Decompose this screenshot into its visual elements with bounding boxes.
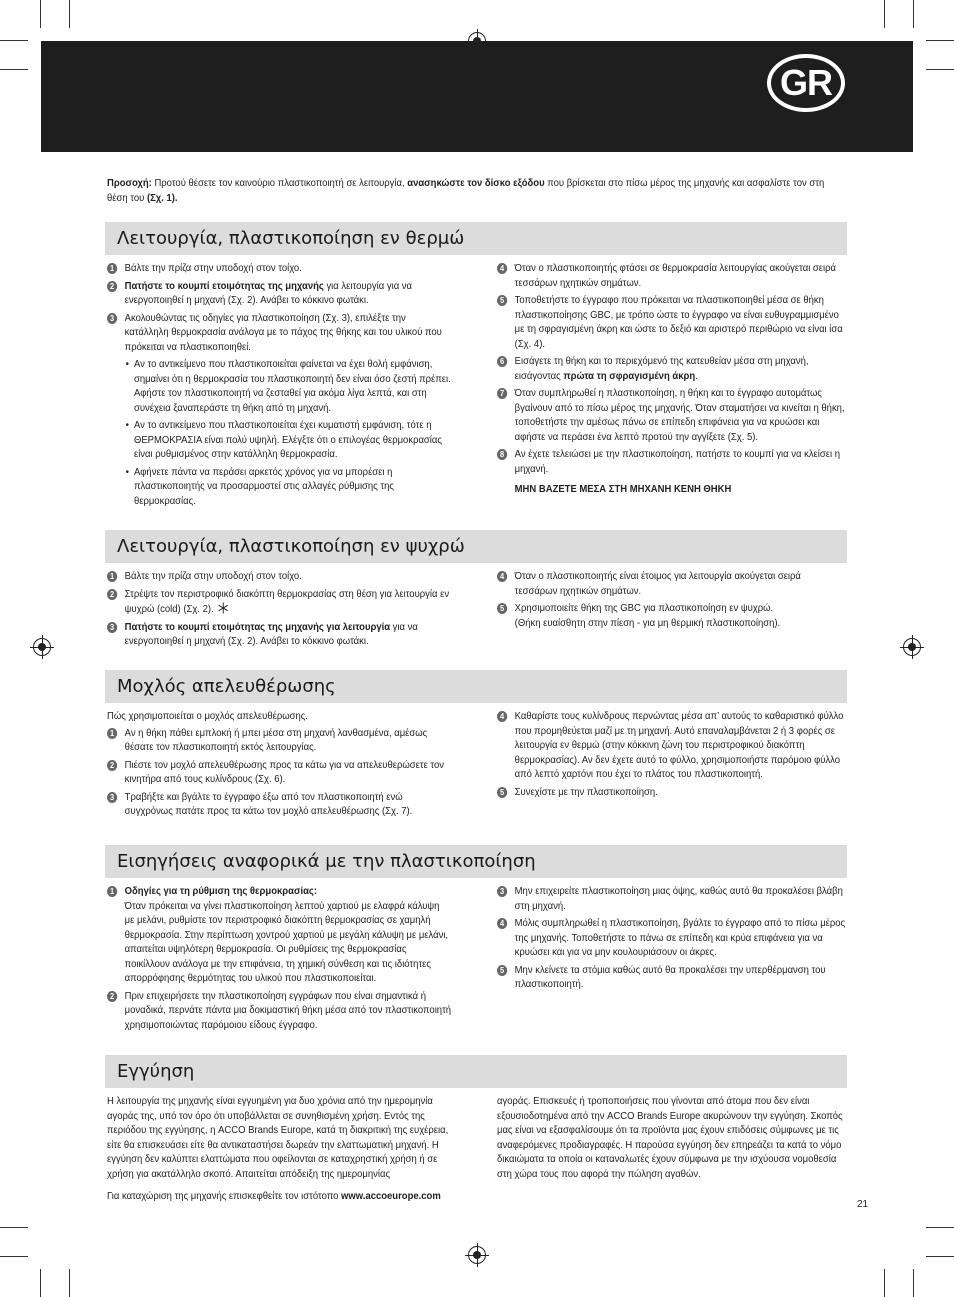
caution-text: που βρίσκεται στο πίσω μέρος της μηχανής και ασφαλίστε τον στη θέση του bbox=[107, 178, 825, 204]
warning-text bbox=[497, 483, 846, 498]
step-number-icon: 2 bbox=[107, 991, 117, 1002]
step-number-icon: 6 bbox=[497, 356, 507, 367]
registration-mark-icon bbox=[33, 638, 51, 656]
step-text: Συνεχίστε με την πλαστικοποίηση. bbox=[514, 786, 658, 798]
section-header-cold bbox=[105, 530, 847, 563]
step-number-icon: 3 bbox=[107, 622, 117, 633]
section-title: Λειτουργία, πλαστικοποίηση εν ψυχρώ bbox=[117, 536, 465, 557]
caution-text: Προτού θέσετε τον καινούριο πλαστικοποιητή σε λειτουργία, bbox=[151, 178, 408, 189]
crop-mark bbox=[0, 69, 28, 70]
crop-mark bbox=[926, 1256, 954, 1257]
step-number-icon: 2 bbox=[107, 589, 117, 600]
bullet-item: • Αν το αντικείμενο που πλαστικοποιείται φαίνεται να έχει θολή εμφάνιση, σημαίνει ότι η θερμοκρασία του πλαστικοποιητή δεν είναι όσο ζεστή πρέπει. Αφήστε τον πλαστικοποιητή να ζεσταθεί για ακόμα λίγα λεπτά, και στη συνέχεια ξαναπεράστε τη θήκη από τη μηχανή. bbox=[126, 358, 452, 416]
bullet-item: • Αφήνετε πάντα να περάσει αρκετός χρόνος για να μπορέσει η πλαστικοποιητής να προσαρμοστεί στις αλλαγές ρύθμισης της θερμοκρασίας. bbox=[126, 466, 452, 510]
step-text: Εισάγετε τη θήκη και το περιεχόμενό της κατευθείαν μέσα στη μηχανή, εισάγοντας bbox=[514, 356, 809, 382]
list-item bbox=[497, 786, 846, 801]
tips-right-column bbox=[497, 885, 846, 996]
list-item bbox=[497, 885, 846, 914]
release-intro: Πώς χρησιμοποιείται ο μοχλός απελευθέρωσης. bbox=[107, 711, 308, 722]
list-item bbox=[107, 791, 451, 820]
crop-mark bbox=[884, 1269, 885, 1297]
step-number-icon: 5 bbox=[497, 965, 507, 976]
step-text: Χρησιμοποιείτε θήκη της GBC για πλαστικοποίηση εν ψυχρώ. bbox=[514, 603, 774, 614]
crop-mark bbox=[69, 1269, 70, 1297]
crop-mark bbox=[913, 1269, 914, 1297]
section-title: Λειτουργία, πλαστικοποίηση εν θερμώ bbox=[117, 228, 465, 249]
list-item bbox=[497, 964, 846, 993]
section-header-hot bbox=[105, 222, 847, 255]
header-bar bbox=[41, 41, 913, 152]
list-item bbox=[107, 312, 451, 510]
registration-mark-icon bbox=[903, 638, 921, 656]
step-number-icon: 5 bbox=[497, 787, 507, 798]
step-number-icon: 2 bbox=[107, 281, 117, 292]
list-item bbox=[107, 759, 451, 788]
section-title: Εισηγήσεις αναφορικά με την πλαστικοποίηση bbox=[117, 851, 536, 872]
list-item bbox=[497, 355, 846, 384]
step-text: Βάλτε την πρίζα στην υποδοχή στον τοίχο. bbox=[124, 571, 302, 582]
step-number-icon: 3 bbox=[497, 886, 507, 897]
list-item bbox=[497, 262, 846, 291]
section-title: Μοχλός απελευθέρωσης bbox=[117, 676, 336, 697]
step-text: Όταν συμπληρωθεί η πλαστικοποίηση, η θήκη και το έγγραφο αυτομάτως βγαίνουν από το πίσω μέρος της μηχανής. Όταν σταματήσει να κινείται η θήκη, τοποθετήστε την αμέσως πάνω σε επίπεδη επιφάνεια για να κρυώσει και αφήστε να περάσει ένα λεπτό προτού την αγγίξετε (Σχ. 5). bbox=[514, 388, 845, 443]
step-text: Ακολουθώντας τις οδηγίες για πλαστικοποίηση (Σχ. 3), επιλέξτε την κατάλληλη θερμοκρασία ανάλογα με το πάχος της θήκης και του υλικού που πρόκειται να πλαστικοποιηθεί. bbox=[124, 312, 442, 353]
step-number-icon: 8 bbox=[497, 449, 507, 460]
list-item bbox=[497, 602, 846, 631]
step-bold: Πατήστε το κουμπί ετοιμότητας της μηχανής bbox=[124, 280, 324, 292]
registration-mark-icon bbox=[468, 1246, 486, 1264]
step-text: Πιέστε τον μοχλό απελευθέρωσης προς τα κάτω για να απελευθερώσετε τον κινητήρα από τους κυλίνδρους (Σχ. 6). bbox=[124, 759, 445, 785]
section-title: Εγγύηση bbox=[117, 1061, 195, 1082]
list-item bbox=[107, 280, 451, 309]
section-header-tips bbox=[105, 845, 847, 878]
step-text: Όταν ο πλαστικοποιητής είναι έτοιμος για λειτουργία ακούγεται σειρά τεσσάρων ηχητικών σημάτων. bbox=[514, 571, 801, 597]
step-text: Όταν πρόκειται να γίνει πλαστικοποίηση λεπτού χαρτιού με ελαφρά κάλυψη με μελάνι, ρυθμίστε τον περιστροφικό διακόπτη θερμοκρασίας σε χαμηλή θερμοκρασία. Στην περίπτωση χοντρού χαρτιού με μεγάλη κάλυψη με μελάνι, απαιτείται υψηλότερη θερμοκρασία. Οι ρυθμίσεις της θερμοκρασίας ποικίλλουν ανάλογα με την επιφάνεια, τη χημική σύνθεση και τις ιδιότητες απορρόφησης θερμότητας του υλικού που πλαστικοποιείται. bbox=[124, 900, 449, 984]
list-item bbox=[107, 885, 451, 987]
step-text: για λειτουργία για να ενεργοποιηθεί η μηχανή (Σχ. 2). Ανάβει το κόκκινο φωτάκι. bbox=[124, 280, 413, 306]
list-item bbox=[497, 570, 846, 599]
step-number-icon: 7 bbox=[497, 388, 507, 399]
list-item bbox=[107, 262, 451, 277]
registration-link[interactable]: www.accoeurope.com bbox=[341, 1191, 441, 1202]
step-text: Τραβήξτε και βγάλτε το έγγραφο έξω από τον πλαστικοποιητή ενώ συγχρόνως πατάτε προς τα κάτω τον μοχλό απελευθέρωσης (Σχ. 7). bbox=[124, 791, 413, 817]
list-item bbox=[497, 294, 846, 352]
section-header-release bbox=[105, 670, 847, 703]
list-item bbox=[107, 727, 451, 756]
step-number-icon: 5 bbox=[497, 295, 507, 306]
crop-mark bbox=[40, 0, 41, 28]
step-number-icon: 4 bbox=[497, 711, 507, 722]
step-number-icon: 4 bbox=[497, 918, 507, 929]
caution-bold: ανασηκώστε τον δίσκο εξόδου bbox=[407, 178, 545, 189]
step-text: Όταν ο πλαστικοποιητής φτάσει σε θερμοκρασία λειτουργίας ακούγεται σειρά τεσσάρων ηχητικών σημάτων. bbox=[514, 263, 836, 289]
snowflake-icon bbox=[217, 602, 228, 614]
step-text: Βάλτε την πρίζα στην υποδοχή στον τοίχο. bbox=[124, 263, 302, 274]
step-text: Μην κλείνετε τα στόμια καθώς αυτό θα προκαλέσει την υπερθέρμανση του πλαστικοποιητή. bbox=[514, 964, 826, 990]
registration-text: Για καταχώριση της μηχανής επισκεφθείτε τον ιστότοπο bbox=[107, 1191, 342, 1202]
list-item bbox=[497, 387, 846, 445]
step-number-icon: 4 bbox=[497, 571, 507, 582]
step-text: Αν έχετε τελειώσει με την πλαστικοποίηση, πατήστε το κουμπί για να κλείσει η μηχανή. bbox=[514, 449, 840, 475]
step-text: Μην επιχειρείτε πλαστικοποίηση μιας όψης, καθώς αυτό θα προκαλέσει βλάβη στη μηχανή. bbox=[514, 886, 843, 912]
step-text: Καθαρίστε τους κυλίνδρους περνώντας μέσα απ’ αυτούς το καθαριστικό φύλλο που προμηθεύεται μαζί με τη μηχανή. Αυτό επαναλαμβάνεται 2 ή 3 φορές σε λειτουργία εν θερμώ (στην κόκκινη ζώνη του περιστροφικού διακόπτη θερμοκρασίας). Αν δεν έχετε αυτό το φύλλο, χρησιμοποιήστε παρόμοιο φύλλο από λεπτό χαρτόνι που έχει το πλάτος του πλαστικοποιητή. bbox=[514, 711, 844, 780]
warranty-left-column bbox=[107, 1095, 456, 1205]
step-number-icon: 2 bbox=[107, 760, 117, 771]
warranty-paragraph: αγοράς. Επισκευές ή τροποποιήσεις που γίνονται από άτομα που δεν είναι εξουσιοδοτημένα από την ACCO Brands Europe ακυρώνουν την εγγύηση. Σκοπός μας είναι να εξασφαλίσουμε ότι τα προϊόντα μας έχουν επιδόσεις σύμφωνες με τις αναφερόμενες προδιαγραφές. Η παρούσα εγγύηση δεν επηρεάζει τα κατά το νόμο δικαιώματα τα οποία οι καταναλωτές έχουν σύμφωνα με την ισχύουσα νομοθεσία στη χώρα τους που αφορά την πώληση αγαθών. bbox=[497, 1096, 843, 1180]
step-number-icon: 1 bbox=[107, 263, 117, 274]
list-item bbox=[107, 570, 451, 585]
step-text: Πριν επιχειρήσετε την πλαστικοποίηση εγγράφων που είναι σημαντικά ή μοναδικά, περνάτε πάντα μια δοκιμαστική θήκη μέσα από τον πλαστικοποιητή χρησιμοποιώντας παρόμοιου είδους έγγραφο. bbox=[124, 990, 452, 1031]
crop-mark bbox=[69, 0, 70, 28]
list-item bbox=[107, 588, 451, 618]
crop-mark bbox=[884, 0, 885, 28]
step-text: Αν η θήκη πάθει εμπλοκή ή μπει μέσα στη μηχανή λανθασμένα, αμέσως θέσατε τον πλαστικοποιητή εκτός λειτουργίας. bbox=[124, 727, 428, 753]
step-text: για να ενεργοποιηθεί η μηχανή (Σχ. 2). Ανάβει το κόκκινο φωτάκι. bbox=[124, 621, 418, 647]
crop-mark bbox=[926, 69, 954, 70]
step-bold: Οδηγίες για τη ρύθμιση της θερμοκρασίας: bbox=[124, 886, 317, 897]
crop-mark bbox=[0, 1227, 28, 1228]
crop-mark bbox=[0, 1256, 28, 1257]
bullet-item: • Αν το αντικείμενο που πλαστικοποιείται έχει κυματιστή εμφάνιση, τότε η ΘΕΡΜΟΚΡΑΣΙΑ είναι πολύ υψηλή. Ελέγξτε ότι ο επιλογέας θερμοκρασίας είναι ρυθμισμένος στην κατάλληλη θερμοκρασία. bbox=[126, 419, 452, 463]
step-bold: πρώτα τη σφραγισμένη άκρη bbox=[563, 370, 696, 382]
list-item bbox=[107, 990, 451, 1034]
step-text: Τοποθετήστε το έγγραφο που πρόκειται να πλαστικοποιηθεί μέσα σε θήκη πλαστικοποίησης GBC, με τρόπο ώστε το έγγραφο να είναι ευθυγραμμισμένο με τη σφραγισμένη άκρη και ώστε το δεξιό και αριστερό περιθώριο να είναι ίσα (Σχ. 4). bbox=[514, 295, 843, 350]
step-number-icon: 1 bbox=[107, 571, 117, 582]
step-number-icon: 3 bbox=[107, 792, 117, 803]
warranty-right-column bbox=[497, 1095, 846, 1182]
tips-left-column bbox=[107, 885, 451, 1036]
list-item bbox=[497, 917, 846, 961]
step-number-icon: 1 bbox=[107, 728, 117, 739]
caution-label: Προσοχή: bbox=[107, 178, 152, 189]
list-item bbox=[107, 621, 451, 650]
list-item bbox=[497, 710, 846, 783]
step-number-icon: 3 bbox=[107, 313, 117, 324]
crop-mark bbox=[0, 40, 28, 41]
caution-note bbox=[107, 177, 842, 206]
crop-mark bbox=[926, 40, 954, 41]
cold-right-column bbox=[497, 570, 846, 634]
crop-mark bbox=[913, 0, 914, 28]
hot-right-column bbox=[497, 262, 846, 498]
release-right-column bbox=[497, 710, 846, 803]
step-number-icon: 1 bbox=[107, 886, 117, 897]
warranty-registration bbox=[107, 1190, 456, 1205]
language-badge: GR bbox=[767, 54, 845, 112]
step-text: Στρέψτε τον περιστροφικό διακόπτη θερμοκρασίας στη θέση για λειτουργία εν ψυχρώ (cold) (Σχ. 2). bbox=[124, 588, 450, 615]
warranty-paragraph: Η λειτουργία της μηχανής είναι εγγυημένη για δυο χρόνια από την ημερομηνία αγοράς της, υπό τον όρο ότι υποβάλλεται σε συνηθισμένη χρήση. Εντός της περιόδου της εγγύησης, η ACCO Brands Europe, κατά τη διακριτική της ευχέρεια, είτε θα επισκευάσει είτε θα αντικαταστήσει δωρεάν την ελαττωματική μηχανή. Η εγγύηση δεν καλύπτει ελαττώματα που οφείλονται σε καταχρηστική χρήση ή σε χρήση για ακατάλληλο σκοπό. Απαιτείται απόδειξη της ημερομηνίας bbox=[107, 1096, 449, 1180]
step-text: (Θήκη ευαίσθητη στην πίεση - για μη θερμική πλαστικοποίηση). bbox=[514, 617, 781, 629]
step-number-icon: 4 bbox=[497, 263, 507, 274]
section-header-warranty bbox=[105, 1055, 847, 1088]
hot-left-column bbox=[107, 262, 451, 512]
step-number-icon: 5 bbox=[497, 603, 507, 614]
step-text: Μόλις συμπληρωθεί η πλαστικοποίηση, βγάλτε το έγγραφο από το πίσω μέρος της μηχανής. Τοποθετήστε το πάνω σε επίπεδη και κρύα επιφάνεια για να κρυώσει και για να μην κουλουριάσουν οι άκρες. bbox=[514, 918, 846, 958]
cold-left-column bbox=[107, 570, 451, 653]
caution-ref: (Σχ. 1). bbox=[146, 192, 178, 204]
crop-mark bbox=[926, 1227, 954, 1228]
release-left-column bbox=[107, 710, 451, 823]
step-bold: Πατήστε το κουμπί ετοιμότητας της μηχανής για λειτουργία bbox=[124, 621, 391, 633]
step-text: . bbox=[695, 370, 698, 382]
list-item bbox=[497, 448, 846, 477]
crop-mark bbox=[40, 1269, 41, 1297]
page-number: 21 bbox=[857, 1199, 869, 1210]
warning-bold: ΜΗΝ ΒΑΖΕΤΕ ΜΕΣΑ ΣΤΗ ΜΗΧΑΝΗ ΚΕΝΗ ΘΗΚΗ bbox=[514, 484, 732, 495]
